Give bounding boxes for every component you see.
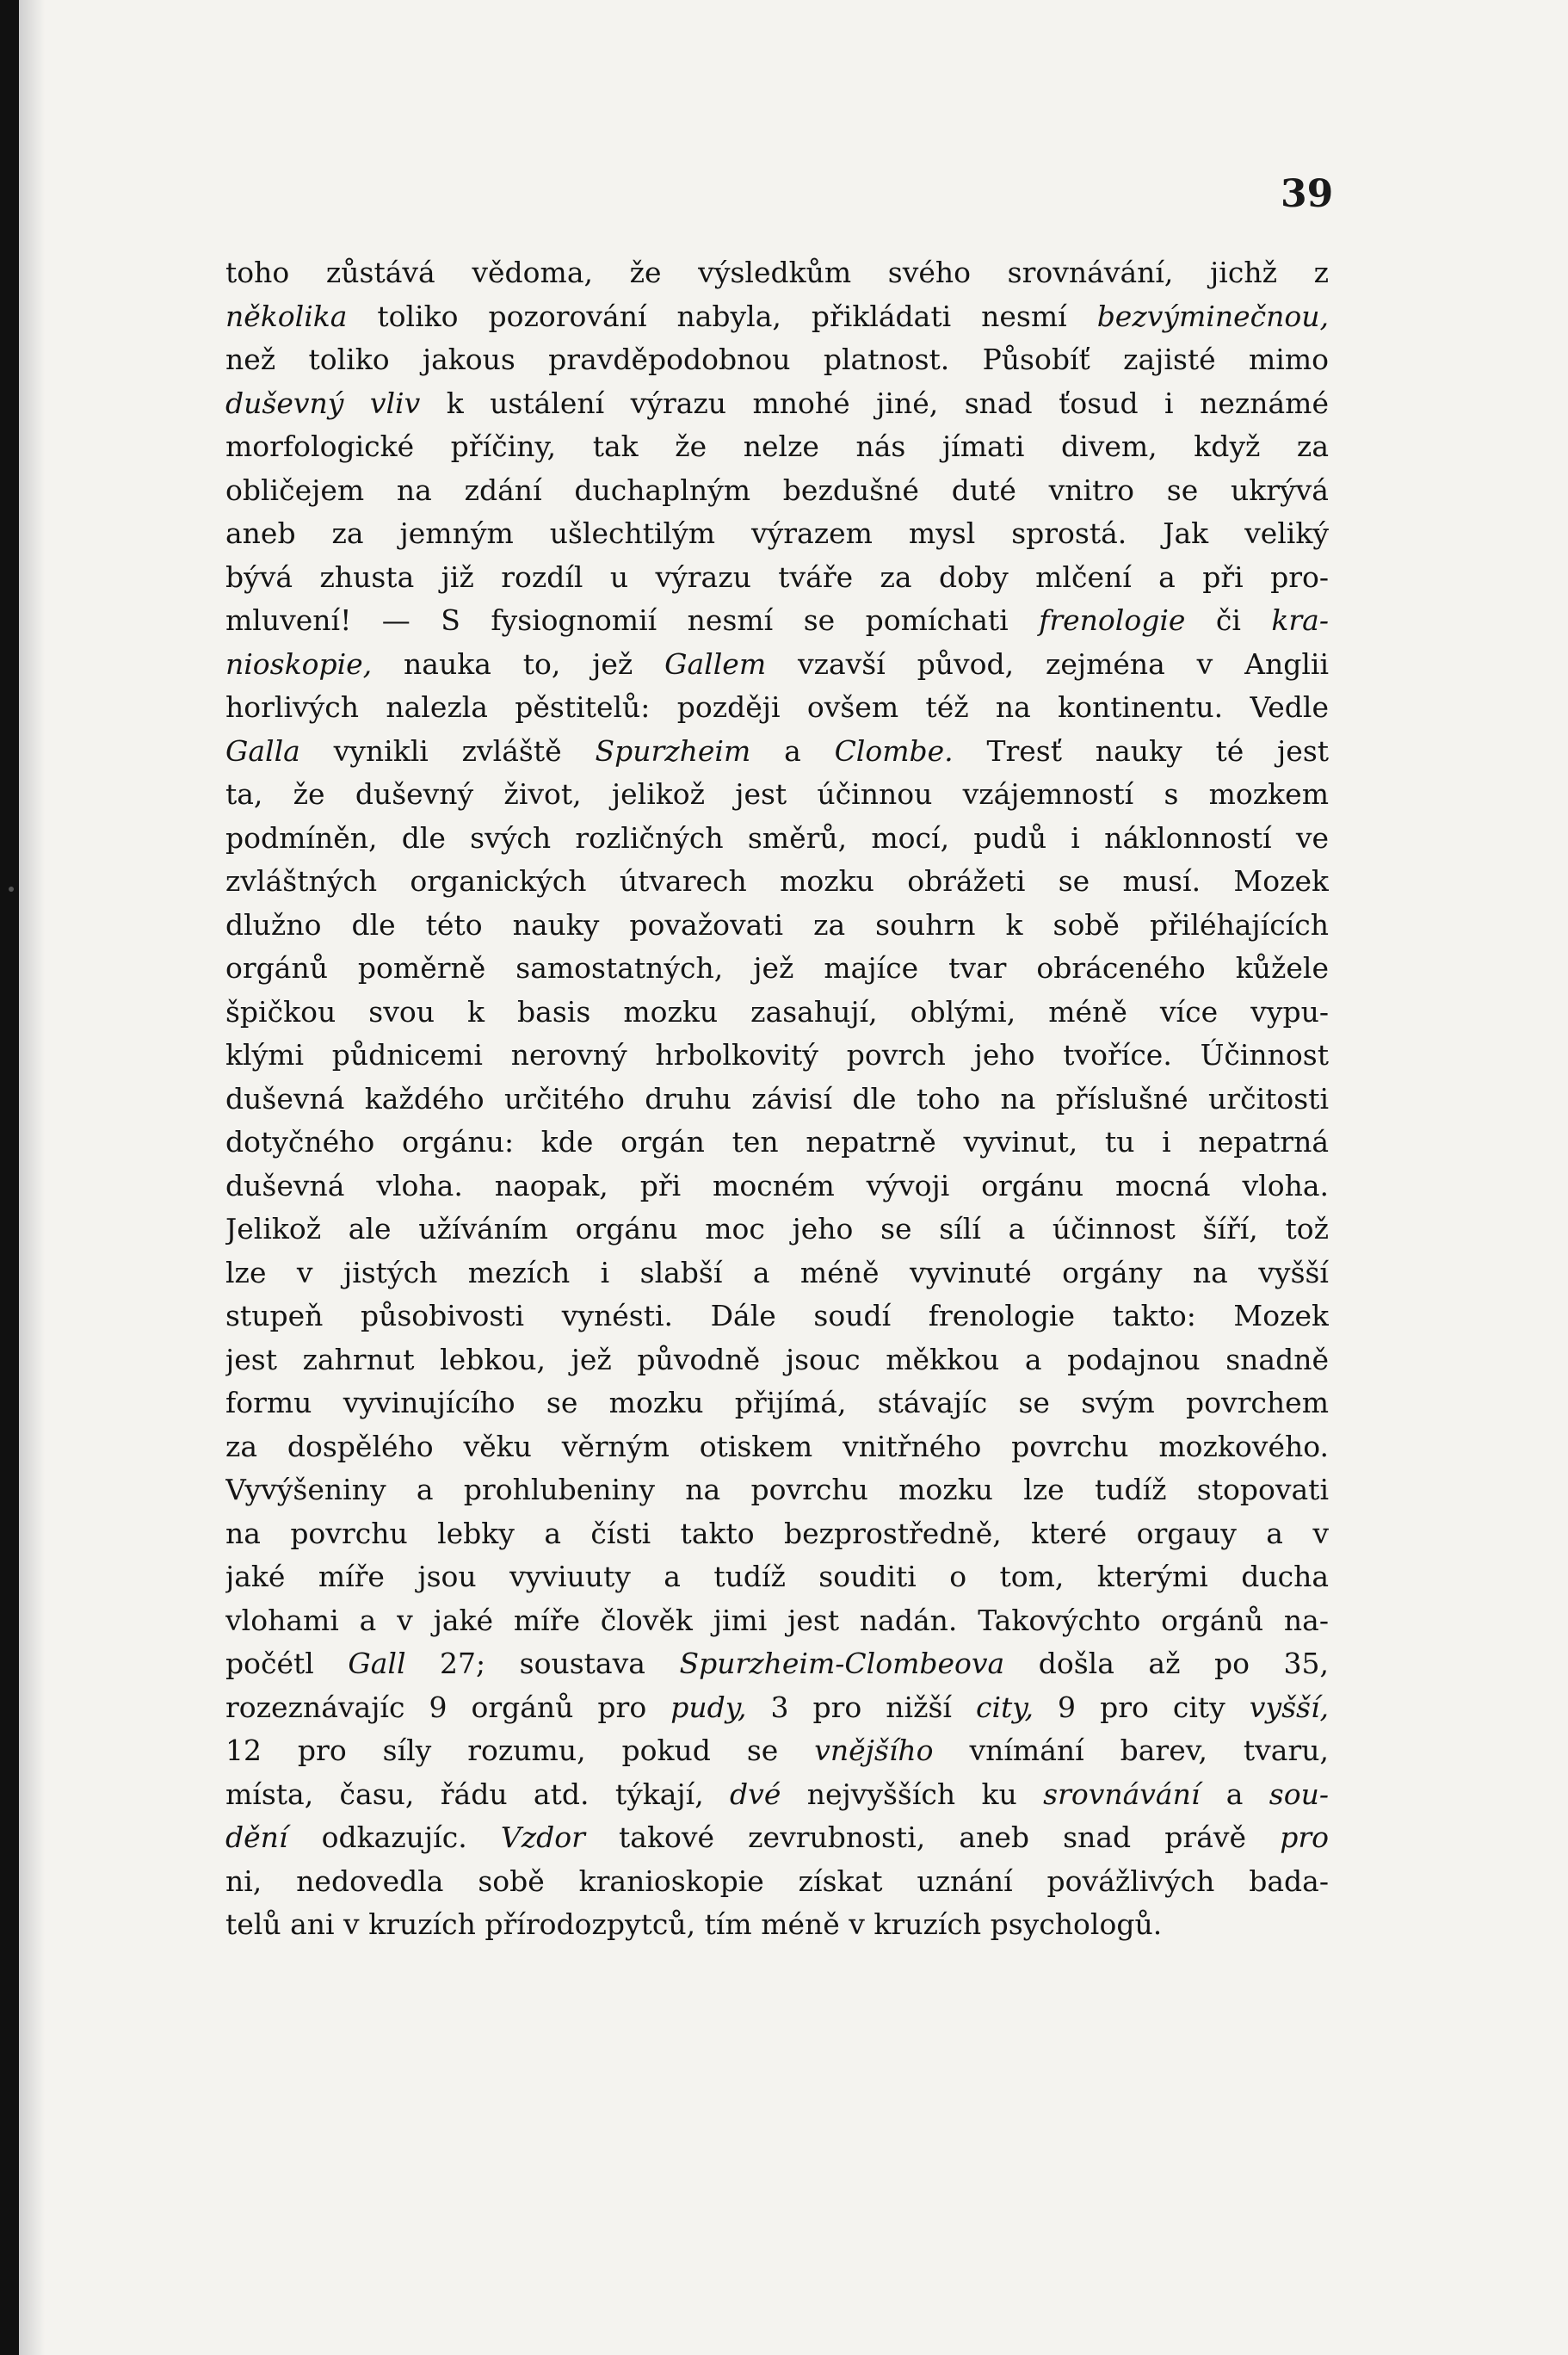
text-run: duševná vloha. naopak, při mocném vývoji orgánu mocná vloha. <box>225 1168 1329 1202</box>
italic-text-run: Gallem <box>664 646 767 681</box>
text-line <box>225 295 1329 339</box>
text-line <box>225 904 1329 948</box>
text-line <box>225 1468 1329 1512</box>
italic-text-run: bezvýminečnou, <box>1096 299 1329 333</box>
text-run: Vyvýšeniny a prohlubeniny na povrchu mozku lze tudíž stopovati <box>225 1473 1329 1506</box>
page-left-edge <box>19 0 45 2355</box>
text-line <box>225 860 1329 904</box>
text-line <box>225 1338 1329 1382</box>
text-run: aneb za jemným ušlechtilým výrazem mysl sprostá. Jak veliký <box>225 516 1329 550</box>
text-run: vlohami a v jaké míře člověk jimi jest nadán. Takovýchto orgánů na- <box>225 1603 1329 1637</box>
text-run: vzavší původ, zejména v Anglii <box>766 646 1329 681</box>
text-run: dotyčného orgánu: kde orgán ten nepatrně vyvinut, tu i nepatrná <box>225 1125 1329 1159</box>
text-line <box>225 599 1329 643</box>
text-run: špičkou svou k basis mozku zasahují, oblými, méně více vypu- <box>225 994 1329 1029</box>
text-line <box>225 947 1329 991</box>
text-line <box>225 817 1329 861</box>
text-run: na povrchu lebky a čísti takto bezprostředně, které orgauy a v <box>225 1516 1329 1550</box>
italic-text-run: Vzdor <box>500 1820 585 1854</box>
text-line <box>225 1165 1329 1208</box>
text-run: vynikli zvláště <box>299 733 596 768</box>
binding-mark <box>9 887 14 892</box>
text-run: nejvyšších ku <box>781 1777 1044 1811</box>
italic-text-run: pudy, <box>670 1690 747 1724</box>
text-line <box>225 1555 1329 1599</box>
text-run: než toliko jakous pravděpodobnou platnost. Působíť zajisté mimo <box>225 343 1329 376</box>
italic-text-run: sou- <box>1269 1777 1329 1811</box>
text-line <box>225 686 1329 730</box>
text-run: duševná každého určitého druhu závisí dle toho na příslušné určitosti <box>225 1081 1329 1116</box>
page-number: 39 <box>1281 172 1334 216</box>
text-line <box>225 338 1329 382</box>
text-run: k ustálení výrazu mnohé jiné, snad ťosud i neznámé <box>420 386 1329 420</box>
text-run: obličejem na zdání duchaplným bezdušné duté vnitro se ukrývá <box>225 473 1329 507</box>
text-run: a <box>750 733 835 768</box>
text-line <box>225 1773 1329 1817</box>
text-run: takové zevrubnosti, aneb snad právě <box>584 1820 1281 1854</box>
text-line <box>225 251 1329 295</box>
text-run: klými půdnicemi nerovný hrbolkovitý povrch jeho tvoříce. Účinnost <box>225 1038 1329 1072</box>
text-line <box>225 1816 1329 1860</box>
text-run: Jelikož ale užíváním orgánu moc jeho se sílí a účinnost šíří, tož <box>225 1212 1329 1245</box>
italic-text-run: Clombe. <box>834 733 954 768</box>
text-run: ta, že duševný život, jelikož jest účinnou vzájemností s mozkem <box>225 777 1329 811</box>
text-run: počétl <box>225 1647 349 1680</box>
text-run: dlužno dle této nauky považovati za souhrn k sobě přiléhajících <box>225 907 1329 942</box>
text-run: morfologické příčiny, tak že nelze nás jímati divem, když za <box>225 430 1329 463</box>
text-run: vnímání barev, tvaru, <box>933 1734 1329 1767</box>
text-line <box>225 643 1329 687</box>
text-line <box>225 382 1329 426</box>
text-line <box>225 773 1329 817</box>
text-run: nauka to, jež <box>372 646 665 681</box>
text-line <box>225 425 1329 469</box>
text-line <box>225 1034 1329 1078</box>
text-run: toliko pozorování nabyla, přikládati nesmí <box>347 299 1097 333</box>
text-line <box>225 1599 1329 1643</box>
italic-text-run: kra- <box>1271 603 1329 637</box>
text-line <box>225 991 1329 1035</box>
text-line <box>225 556 1329 600</box>
text-line <box>225 1078 1329 1122</box>
text-line <box>225 1512 1329 1556</box>
text-run: 27; soustava <box>405 1647 680 1680</box>
italic-text-run: duševný vliv <box>225 386 421 420</box>
italic-text-run: pro <box>1280 1820 1329 1854</box>
text-line <box>225 1729 1329 1773</box>
text-run: došla až po 35, <box>1004 1647 1329 1680</box>
text-line <box>225 1295 1329 1338</box>
text-run: 12 pro síly rozumu, pokud se <box>225 1734 815 1767</box>
body-text <box>225 251 1329 1947</box>
text-run: místa, času, řádu atd. týkají, <box>225 1777 731 1811</box>
text-run: formu vyvinujícího se mozku přijímá, stávajíc se svým povrchem <box>225 1386 1329 1419</box>
italic-text-run: Spurzheim <box>595 733 751 768</box>
italic-text-run: city, <box>975 1690 1034 1724</box>
text-run: jest zahrnut lebkou, jež původně jsouc měkkou a podajnou snadně <box>225 1342 1329 1376</box>
text-run: orgánů poměrně samostatných, jež majíce tvar obráceného kůžele <box>225 951 1329 985</box>
text-run: podmíněn, dle svých rozličných směrů, mocí, pudů i náklonností ve <box>225 820 1329 855</box>
italic-text-run: vyšší, <box>1249 1690 1329 1724</box>
text-run: telů ani v kruzích přírodozpytců, tím méně v kruzích psychologů. <box>225 1907 1163 1941</box>
text-run: lze v jistých mezích i slabší a méně vyvinuté orgány na vyšší <box>225 1255 1329 1289</box>
text-run: mluvení! — S fysiognomií nesmí se pomíchati <box>225 603 1040 637</box>
italic-text-run: Gall <box>348 1647 406 1680</box>
italic-text-run: Spurzheim-Clombeova <box>679 1647 1005 1680</box>
italic-text-run: dění <box>225 1820 288 1854</box>
text-line <box>225 1686 1329 1730</box>
italic-text-run: několika <box>225 299 348 333</box>
text-line <box>225 1381 1329 1425</box>
text-line <box>225 1425 1329 1469</box>
text-line <box>225 1252 1329 1295</box>
italic-text-run: nioskopie, <box>225 646 373 681</box>
text-run: horlivých nalezla pěstitelů: později ovšem též na kontinentu. Vedle <box>225 690 1329 724</box>
text-line <box>225 512 1329 556</box>
text-run: jaké míře jsou vyviuuty a tudíž souditi o tom, kterými ducha <box>225 1560 1329 1593</box>
text-run: odkazujíc. <box>287 1820 501 1854</box>
italic-text-run: frenologie <box>1039 603 1186 637</box>
text-line <box>225 1642 1329 1686</box>
text-line <box>225 1208 1329 1252</box>
text-run: 3 pro nižší <box>746 1690 976 1724</box>
text-run: toho zůstává vědoma, že výsledkům svého srovnávání, jichž z <box>225 256 1329 289</box>
text-run: ni, nedovedla sobě kranioskopie získat uznání povážlivých bada- <box>225 1864 1329 1898</box>
text-line <box>225 1860 1329 1904</box>
text-run: stupeň působivosti vynésti. Dále soudí frenologie takto: Mozek <box>225 1299 1329 1332</box>
text-line <box>225 730 1329 774</box>
italic-text-run: vnějšího <box>814 1734 934 1767</box>
text-run: bývá zhusta již rozdíl u výrazu tváře za doby mlčení a při pro- <box>225 559 1329 594</box>
text-line <box>225 469 1329 513</box>
text-run: či <box>1185 603 1272 637</box>
text-run: zvláštných organických útvarech mozku obrážeti se musí. Mozek <box>225 864 1329 898</box>
italic-text-run: srovnávání <box>1043 1777 1201 1811</box>
text-run: a <box>1200 1777 1269 1811</box>
text-line <box>225 1903 1329 1947</box>
text-line <box>225 1121 1329 1165</box>
text-run: 9 pro city <box>1034 1690 1250 1724</box>
text-run: Tresť nauky té jest <box>953 733 1329 768</box>
italic-text-run: dvé <box>730 1777 781 1811</box>
italic-text-run: Galla <box>225 733 300 768</box>
text-run: za dospělého věku věrným otiskem vnitřného povrchu mozkového. <box>225 1429 1329 1463</box>
text-run: rozeznávajíc 9 orgánů pro <box>225 1690 671 1724</box>
